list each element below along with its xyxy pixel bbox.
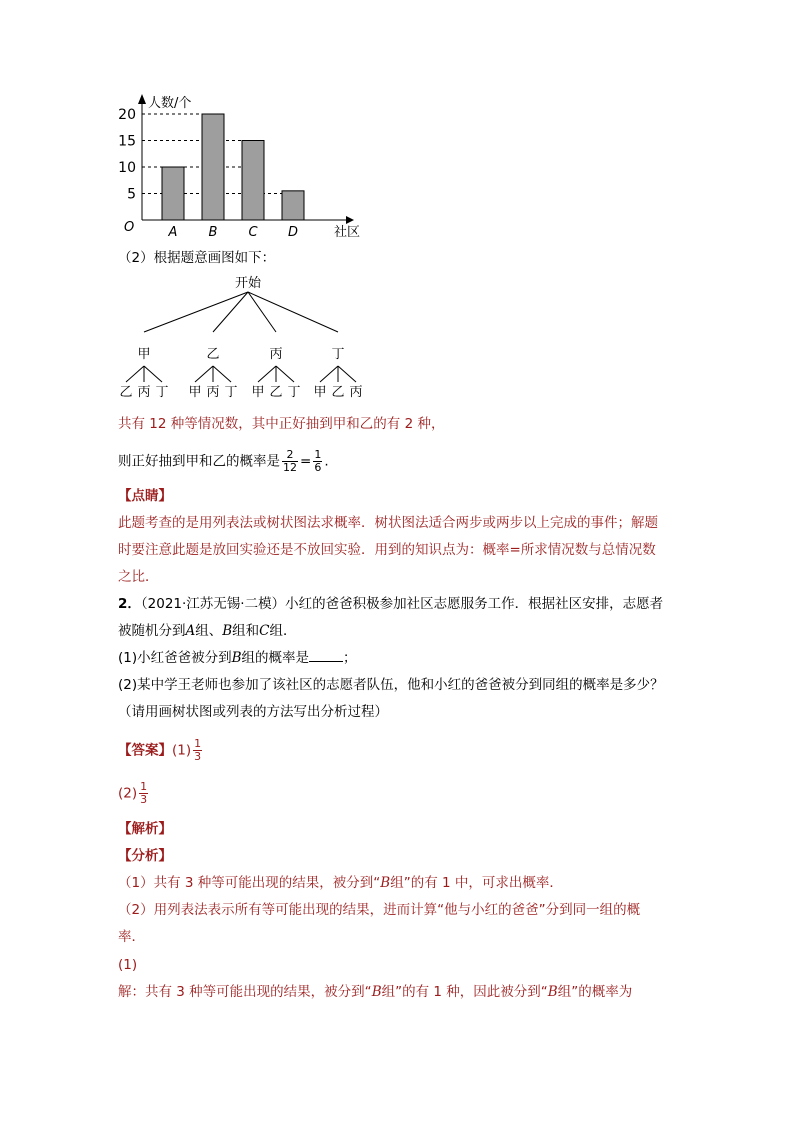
tree-leaf: 甲 (313, 385, 327, 400)
problem2-line-2: 被随机分到A组、B组和C组． (118, 623, 297, 639)
tree-edge (126, 366, 144, 382)
y-tick-label: 5 (127, 186, 136, 203)
tree-root: 开始 (234, 276, 262, 291)
tree-leaf: 丙 (349, 385, 363, 400)
tree-diagram (110, 272, 390, 407)
section2-heading: （2）根据题意画图如下： (118, 250, 276, 266)
y-tick-label: 15 (118, 133, 136, 150)
dianjing-heading: 【点睛】 (118, 488, 172, 504)
tree-branch: 丁 (331, 347, 345, 362)
tree-edge (213, 292, 248, 332)
result-line-2: 则正好抽到甲和乙的概率是 $\frac{2}{12}$ = $\frac{1}{6}$ . (118, 448, 329, 474)
fenxi-heading: 【分析】 (118, 848, 172, 864)
category-label: A (168, 225, 178, 240)
category-label: D (287, 225, 299, 240)
tree-edge (338, 366, 356, 382)
dianjing-line-2: 时要注意此题是放回实验还是不放回实验．用到的知识点为：概率=所求情况数与总情况数 (118, 542, 656, 558)
fraction-1-6: $\frac{1}{6}$ (314, 448, 322, 474)
fenxi-line-1: （1）共有 3 种等可能出现的结果，被分到“B组”的有 1 中，可求出概率． (118, 875, 563, 891)
problem2-intro: 2．（2021·江苏无锡·二模）小红的爸爸积极参加社区志愿服务工作．根据社区安排，志愿者 (118, 596, 664, 612)
tree-leaf: 乙 (331, 385, 345, 400)
tree-branch: 甲 (137, 347, 151, 362)
category-label: C (248, 225, 258, 240)
tree-edge (213, 366, 231, 382)
bar-chart (110, 88, 380, 243)
tree-edge (276, 366, 294, 382)
category-label: B (208, 225, 218, 240)
solution-label: (1) (118, 957, 138, 973)
problem2-question-2: (2)某中学王老师也参加了该社区的志愿者队伍，他和小红的爸爸被分到同组的概率是多少？ (118, 677, 664, 693)
answer-line-1: 【答案】(1) $\frac{1}{3}$ (118, 737, 202, 763)
jiexi-heading: 【解析】 (118, 821, 172, 837)
answer-blank (309, 649, 343, 662)
bar-C (242, 141, 264, 221)
tree-leaf: 丁 (287, 385, 301, 400)
answer-2-fraction: $\frac{1}{3}$ (140, 780, 148, 806)
origin-label: O (124, 220, 135, 235)
result-line-1: 共有 12 种等情况数，其中正好抽到甲和乙的有 2 种， (118, 416, 445, 432)
answer-line-2: (2) $\frac{1}{3}$ (118, 780, 148, 806)
tree-leaf: 乙 (119, 385, 133, 400)
tree-leaf: 丁 (224, 385, 238, 400)
y-tick-label: 10 (118, 160, 136, 176)
tree-leaf: 丙 (206, 385, 220, 400)
fenxi-line-3: 率． (118, 929, 145, 945)
x-axis-label: 社区 (334, 225, 361, 240)
fraction-2-12: $\frac{2}{12}$ (283, 448, 297, 474)
problem2-question-1: (1)小红爸爸被分到B组的概率是 ； (118, 650, 357, 666)
tree-edge (144, 292, 248, 332)
tree-leaf: 甲 (188, 385, 202, 400)
x-axis-arrow (346, 216, 354, 224)
tree-leaf: 丙 (137, 385, 151, 400)
y-axis-arrow (138, 94, 146, 104)
problem2-note: （请用画树状图或列表的方法写出分析过程） (118, 704, 388, 720)
tree-branch: 乙 (206, 347, 220, 362)
y-axis-label: 人数/个 (148, 96, 192, 111)
solution-line: 解：共有 3 种等可能出现的结果，被分到“B组”的有 1 种，因此被分到“B组”的概率为 (118, 984, 633, 1000)
tree-leaf: 甲 (251, 385, 265, 400)
answer-1-fraction: $\frac{1}{3}$ (194, 737, 202, 763)
dianjing-line-1: 此题考查的是用列表法或树状图法求概率．树状图法适合两步或两步以上完成的事件；解题 (118, 515, 658, 531)
tree-edge (258, 366, 276, 382)
tree-edge (320, 366, 338, 382)
tree-edge (195, 366, 213, 382)
tree-leaf: 乙 (269, 385, 283, 400)
dianjing-line-3: 之比． (118, 569, 159, 585)
tree-leaf: 丁 (155, 385, 169, 400)
tree-edge (144, 366, 162, 382)
bar-D (282, 191, 304, 220)
y-tick-label: 20 (118, 107, 136, 123)
fenxi-line-2: （2）用列表法表示所有等可能出现的结果，进而计算“他与小红的爸爸”分到同一组的概 (118, 902, 641, 918)
tree-branch: 丙 (269, 347, 283, 362)
bar-B (202, 114, 224, 220)
bar-A (162, 167, 184, 220)
